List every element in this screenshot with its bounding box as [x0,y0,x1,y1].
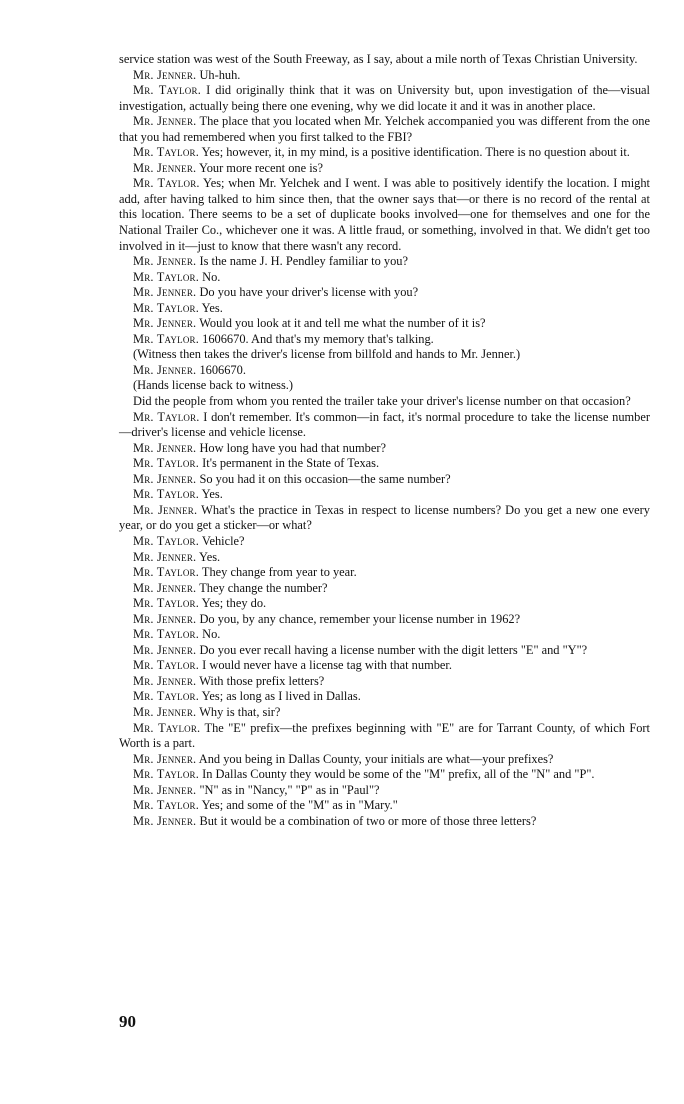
transcript-paragraph [119,270,650,286]
transcript-paragraph [119,612,650,628]
speaker-label: Mr. Jenner. [133,751,197,766]
speaker-label: Mr. Taylor. [133,456,200,471]
transcript-paragraph [119,83,650,114]
speaker-label: Mr. Taylor. [133,331,200,346]
transcript-paragraph [119,145,650,161]
paragraph-text: No. [202,627,221,642]
speaker-label: Mr. Jenner. [133,580,197,595]
paragraph-text: Yes; they do. [201,596,267,611]
paragraph-text: How long have you had that number? [199,440,386,455]
transcript-paragraph [119,285,650,301]
speaker-label: Mr. Taylor. [133,176,200,191]
speaker-label: Mr. Jenner. [133,704,197,719]
paragraph-text: With those prefix letters? [199,673,325,688]
paragraph-text: I would never have a license tag with that number. [202,658,452,673]
transcript-paragraph [119,627,650,643]
speaker-label: Mr. Jenner. [133,813,197,828]
transcript-paragraph [119,347,650,363]
transcript-paragraph [119,565,650,581]
speaker-label: Mr. Jenner. [133,549,197,564]
paragraph-text: They change the number? [199,580,328,595]
speaker-label: Mr. Taylor. [133,767,200,782]
paragraph-text: Your more recent one is? [198,160,323,175]
transcript-paragraph [119,534,650,550]
speaker-label: Mr. Taylor. [133,83,201,98]
transcript-paragraph [119,581,650,597]
transcript-paragraph [119,441,650,457]
transcript-paragraph [119,674,650,690]
paragraph-text: Yes. [201,487,223,502]
transcript-body [119,52,650,829]
speaker-label: Mr. Taylor. [133,533,200,548]
transcript-paragraph [119,705,650,721]
paragraph-text: Yes; when Mr. Yelchek and I went. I was able to positively identify the location. I might add, after having talked to him since then, that the owner says that—or there is no record of the rental at this location. There seems to be a set of duplicate books involved—one for themselves and one for the National Trailer Co., whichever one it was. A little fraud, or something, involved in that. We didn't get too involved in it—just to know that there wasn't any record. [119,176,651,253]
paragraph-text: Do you have your driver's license with you? [199,285,419,300]
speaker-label: Mr. Jenner. [133,285,197,300]
paragraph-text: No. [202,269,221,284]
paragraph-text: Why is that, sir? [199,704,281,719]
speaker-label: Mr. Taylor. [133,798,200,813]
transcript-paragraph [119,316,650,332]
speaker-label: Mr. Jenner. [133,642,197,657]
paragraph-text: They change from year to year. [201,565,357,580]
paragraph-text: 1606670. And that's my memory that's talking. [202,331,434,346]
transcript-paragraph [119,114,650,145]
speaker-label: Mr. Taylor. [133,720,201,735]
transcript-paragraph [119,68,650,84]
transcript-paragraph [119,472,650,488]
transcript-paragraph [119,410,650,441]
paragraph-text: I did originally think that it was on University but, upon investigation of the—visual investigation, actually being there one evening, why we did locate it and it was in another place. [119,83,651,113]
paragraph-text: (Witness then takes the driver's license from billfold and hands to Mr. Jenner.) [133,347,521,362]
speaker-label: Mr. Jenner. [133,362,197,377]
paragraph-text: Is the name J. H. Pendley familiar to you? [199,254,408,269]
paragraph-text: Did the people from whom you rented the trailer take your driver's license number on that occasion? [133,394,631,409]
transcript-paragraph [119,161,650,177]
paragraph-text: I don't remember. It's common—in fact, it's normal procedure to take the license number—driver's license and vehicle license. [119,409,651,440]
paragraph-text: So you had it on this occasion—the same number? [199,471,451,486]
speaker-label: Mr. Jenner. [133,611,197,626]
speaker-label: Mr. Jenner. [133,471,197,486]
transcript-paragraph [119,503,650,534]
paragraph-text: Do you, by any chance, remember your license number in 1962? [199,611,521,626]
transcript-paragraph [119,550,650,566]
speaker-label: Mr. Jenner. [133,316,197,331]
transcript-paragraph [119,301,650,317]
speaker-label: Mr. Taylor. [133,689,200,704]
paragraph-text: service station was west of the South Freeway, as I say, about a mile north of Texas Christian University. [119,52,638,66]
paragraph-text: Yes. [198,549,221,564]
transcript-paragraph [119,596,650,612]
transcript-paragraph [119,752,650,768]
paragraph-text: "N" as in "Nancy," "P" as in "Paul"? [199,782,380,797]
speaker-label: Mr. Jenner. [133,67,197,82]
transcript-paragraph [119,798,650,814]
speaker-label: Mr. Taylor. [133,565,200,580]
paragraph-text: Do you ever recall having a license number with the digit letters "E" and "Y"? [199,642,588,657]
speaker-label: Mr. Jenner. [133,160,197,175]
paragraph-text: In Dallas County they would be some of the "M" prefix, all of the "N" and "P". [202,767,595,782]
speaker-label: Mr. Taylor. [133,145,200,160]
transcript-paragraph [119,332,650,348]
speaker-label: Mr. Taylor. [133,300,200,315]
transcript-paragraph [119,456,650,472]
transcript-paragraph [119,767,650,783]
paragraph-text: It's permanent in the State of Texas. [202,456,380,471]
transcript-paragraph [119,814,650,830]
speaker-label: Mr. Jenner. [133,782,197,797]
paragraph-text: Uh-huh. [199,67,241,82]
speaker-label: Mr. Jenner. [133,254,197,269]
page-number: 90 [119,1012,136,1031]
paragraph-text: Yes. [201,300,223,315]
transcript-paragraph [119,52,650,68]
transcript-paragraph [119,721,650,752]
transcript-paragraph [119,643,650,659]
paragraph-text: Yes; however, it, in my mind, is a positive identification. There is no question about it. [201,145,630,160]
speaker-label: Mr. Taylor. [133,487,200,502]
paragraph-text: The place that you located when Mr. Yelchek accompanied you was different from the one that you had remembered when you first talked to the FBI? [119,114,650,144]
speaker-label: Mr. Taylor. [133,409,200,424]
paragraph-text: (Hands license back to witness.) [133,378,294,393]
transcript-paragraph [119,176,650,254]
paragraph-text: Yes; as long as I lived in Dallas. [201,689,361,704]
paragraph-text: Vehicle? [201,533,245,548]
speaker-label: Mr. Taylor. [133,596,200,611]
paragraph-text: What's the practice in Texas in respect to license numbers? Do you get a new one every year, or do you get a sticker—or what? [119,502,650,533]
transcript-paragraph [119,378,650,394]
paragraph-text: But it would be a combination of two or more of those three letters? [199,813,537,828]
paragraph-text: The "E" prefix—the prefixes beginning with "E" are for Tarrant County, of which Fort Worth is a part. [119,720,650,751]
paragraph-text: Would you look at it and tell me what the number of it is? [199,316,486,331]
transcript-paragraph [119,689,650,705]
transcript-page [119,52,650,829]
transcript-paragraph [119,487,650,503]
speaker-label: Mr. Jenner. [133,440,197,455]
transcript-paragraph [119,658,650,674]
transcript-paragraph [119,254,650,270]
paragraph-text: Yes; and some of the "M" as in "Mary." [201,798,398,813]
speaker-label: Mr. Jenner. [133,114,197,129]
transcript-paragraph [119,394,650,410]
speaker-label: Mr. Taylor. [133,627,200,642]
speaker-label: Mr. Jenner. [133,502,198,517]
paragraph-text: 1606670. [199,362,246,377]
transcript-paragraph [119,363,650,379]
speaker-label: Mr. Taylor. [133,658,200,673]
paragraph-text: And you being in Dallas County, your initials are what—your prefixes? [198,751,554,766]
speaker-label: Mr. Taylor. [133,269,200,284]
transcript-paragraph [119,783,650,799]
speaker-label: Mr. Jenner. [133,673,197,688]
